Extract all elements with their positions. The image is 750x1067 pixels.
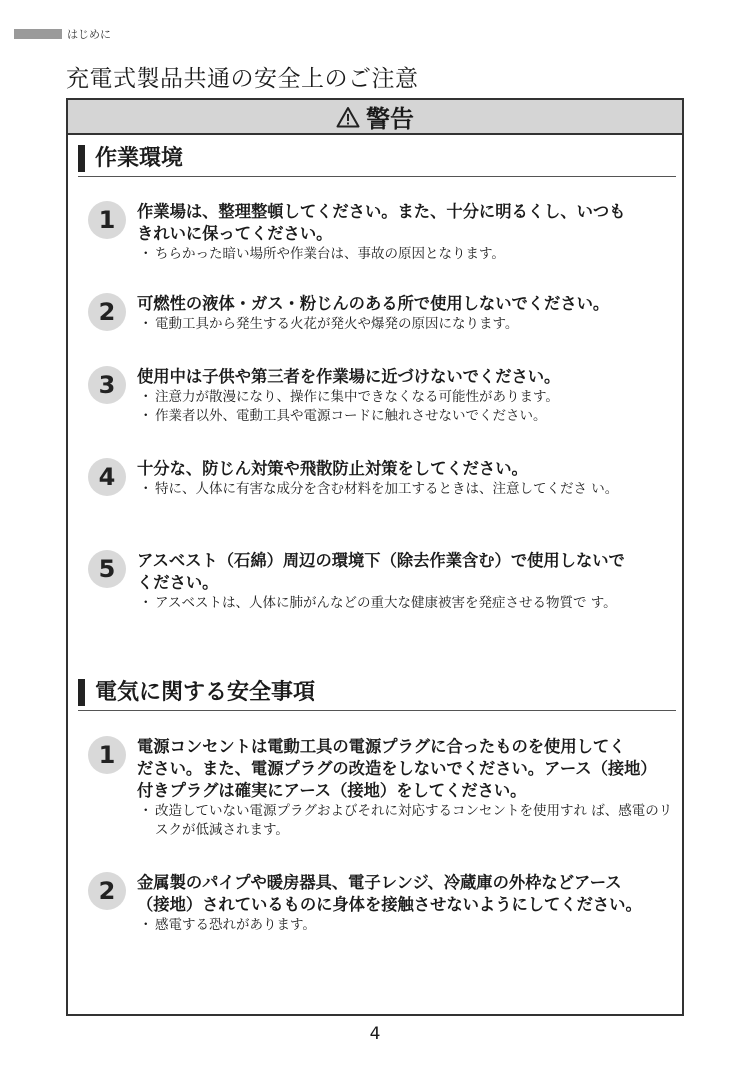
item-heading-line: 十分な、防じん対策や飛散防止対策をしてください。	[137, 459, 528, 478]
bullet: ・	[139, 595, 153, 611]
item-heading-line: 電源コンセントは電動工具の電源プラグに合ったものを使用してく	[137, 737, 626, 756]
chapter-tab-label: はじめに	[67, 28, 111, 41]
item-note: 作業者以外、電動工具や電源コードに触れさせないでください。	[155, 407, 547, 424]
section-marker	[78, 679, 85, 706]
bullet: ・	[139, 316, 153, 332]
item-number-badge: 2	[88, 293, 126, 331]
item-heading-line: （接地）されているものに身体を接触させないようにしてください。	[137, 895, 642, 914]
bullet: ・	[139, 481, 153, 497]
item-heading-line: 作業場は、整理整頓してください。また、十分に明るくし、いつも	[137, 202, 626, 221]
page-title: 充電式製品共通の安全上のご注意	[66, 66, 419, 92]
item-heading-line: 付きプラグは確実にアース（接地）をしてください。	[137, 781, 527, 800]
item-heading-line: 金属製のパイプや暖房器具、電子レンジ、冷蔵庫の外枠などアース	[137, 873, 622, 892]
item-heading-line: アスベスト（石綿）周辺の環境下（除去作業含む）で使用しないで	[137, 551, 625, 570]
item-heading-line: ください。	[137, 573, 219, 592]
section-marker	[78, 145, 85, 172]
item-number-badge: 2	[88, 872, 126, 910]
item-number-badge: 4	[88, 458, 126, 496]
item-note: ちらかった暗い場所や作業台は、事故の原因となります。	[155, 246, 505, 262]
item-number-badge: 1	[88, 201, 126, 239]
item-heading-line: きれいに保ってください。	[137, 224, 333, 243]
item-note: アスベストは、人体に肺がんなどの重大な健康被害を発症させる物質で す。	[155, 595, 617, 611]
item-note: 感電する恐れがあります。	[155, 917, 316, 933]
section-title: 作業環境	[95, 146, 184, 171]
warning-triangle-icon	[336, 106, 360, 128]
chapter-tab-strip	[14, 29, 62, 39]
item-heading-line: 可燃性の液体・ガス・粉じんのある所で使用しないでください。	[137, 294, 610, 313]
warning-header	[68, 100, 682, 135]
item-heading-line: ださい。また、電源プラグの改造をしないでください。アース（接地）	[137, 759, 657, 778]
item-number-badge: 1	[88, 736, 126, 774]
item-note: 改造していない電源プラグおよびそれに対応するコンセントを使用すれ ば、感電のリスクが低減されます。	[155, 803, 673, 838]
section-header-electrical-safety	[78, 678, 676, 711]
section-header-work-environment	[78, 144, 676, 177]
section-title: 電気に関する安全事項	[95, 680, 316, 705]
bullet: ・	[139, 407, 153, 424]
bullet: ・	[139, 803, 153, 819]
warning-label: 警告	[366, 105, 414, 133]
page-number: 4	[369, 1024, 381, 1044]
item-number-badge: 3	[88, 366, 126, 404]
item-note: 注意力が散漫になり、操作に集中できなくなる可能性があります。	[155, 389, 559, 405]
bullet: ・	[139, 246, 153, 262]
bullet: ・	[139, 917, 153, 933]
warning-box	[66, 98, 684, 1016]
item-heading-line: 使用中は子供や第三者を作業場に近づけないでください。	[137, 367, 561, 386]
item-number-badge: 5	[88, 550, 126, 588]
item-note: 特に、人体に有害な成分を含む材料を加工するときは、注意してくださ い。	[155, 481, 619, 497]
bullet: ・	[139, 389, 153, 405]
item-note: 電動工具から発生する火花が発火や爆発の原因になります。	[155, 316, 519, 332]
